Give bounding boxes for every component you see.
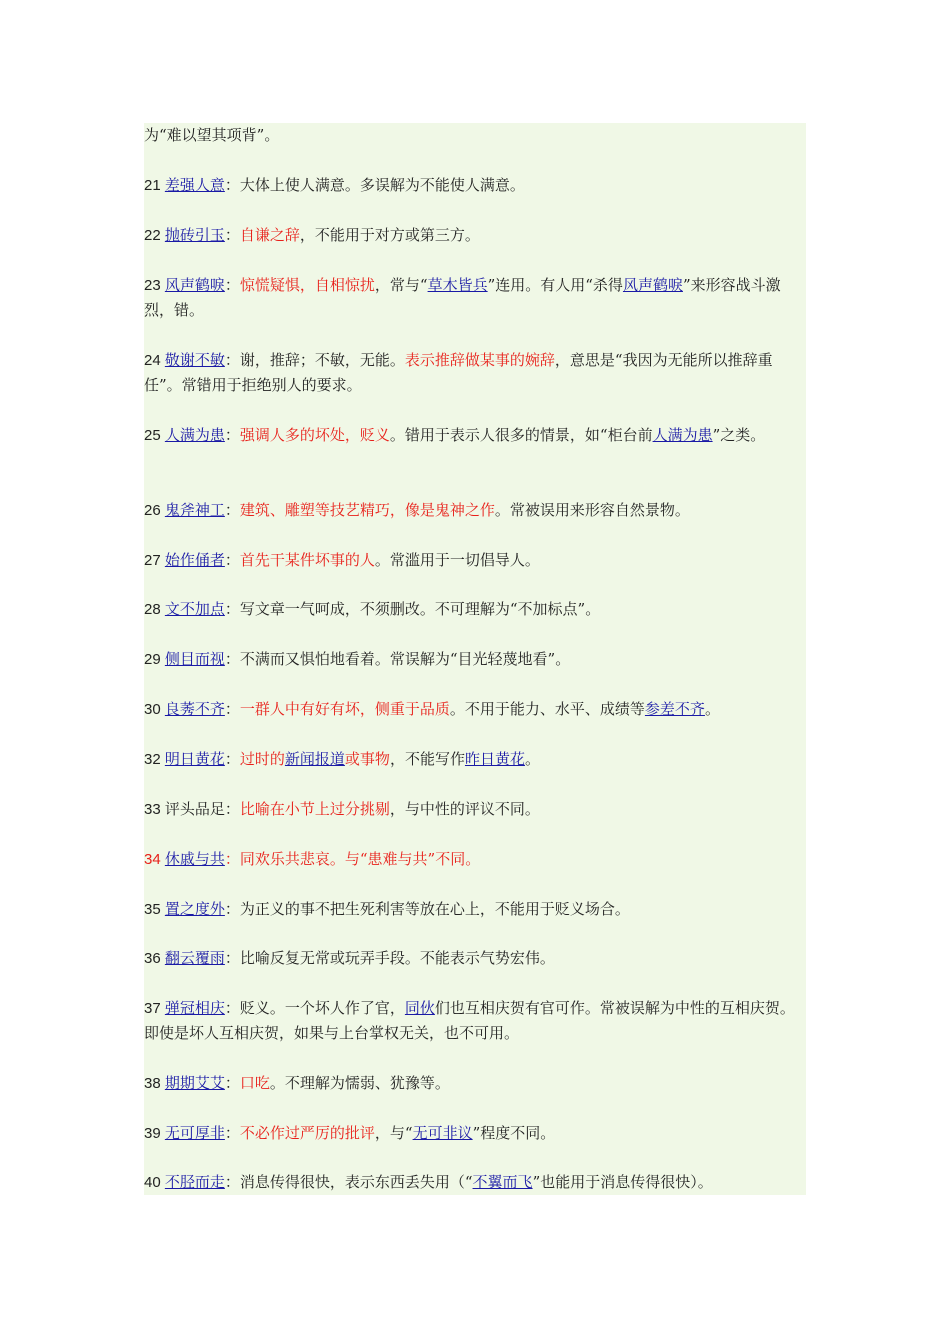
- idiom-link[interactable]: 敬谢不敏: [164, 351, 225, 369]
- entry-number: 21: [144, 177, 165, 194]
- idiom-link[interactable]: 昨日黄花: [464, 750, 525, 768]
- entry-25: [144, 423, 806, 448]
- entry-text: 们也互相庆贺有官可作。常被误解为中性的互相庆贺。即使是坏人互相庆贺，如果与上台掌权无关，也不可用。: [144, 999, 795, 1042]
- idiom-link[interactable]: 新闻报道: [284, 750, 345, 768]
- entry-number: 33: [144, 801, 165, 818]
- entry-24: [144, 348, 806, 398]
- emphasis-text: 一群人中有好有坏，侧重于品质: [239, 700, 450, 718]
- entry-text: ”连用。有人用“杀得: [487, 276, 623, 294]
- entry-text: ：: [224, 551, 240, 569]
- idiom-link[interactable]: 差强人意: [164, 176, 225, 194]
- idiom-link[interactable]: 弹冠相庆: [164, 999, 225, 1017]
- emphasis-text: 比喻在小节上过分挑剔: [239, 800, 390, 818]
- entry-40: [144, 1170, 806, 1195]
- entry-27: [144, 548, 806, 573]
- entry-text: ，不能写作: [389, 750, 465, 768]
- entry-text: 。: [704, 700, 720, 718]
- idiom-link[interactable]: 抛砖引玉: [164, 226, 225, 244]
- emphasis-text: 强调人多的坏处，贬义: [239, 426, 390, 444]
- entry-number: 32: [144, 751, 165, 768]
- entry-number: 25: [144, 427, 165, 444]
- document-body: [144, 123, 806, 1195]
- entry-number: 30: [144, 701, 165, 718]
- entry-text: ：消息传得很快，表示东西丢失用（“: [224, 1173, 473, 1191]
- emphasis-text: 或事物: [344, 750, 390, 768]
- entry-34: [144, 847, 806, 872]
- entry-text: ”也能用于消息传得很快）。: [532, 1173, 713, 1191]
- entry-20-continued: [144, 123, 806, 148]
- entry-number: 23: [144, 277, 165, 294]
- emphasis-text: 首先干某件坏事的人: [239, 551, 375, 569]
- entry-text: ，不能用于对方或第三方。: [299, 226, 480, 244]
- idiom-link[interactable]: 休戚与共: [164, 850, 225, 868]
- entry-text: ：: [224, 750, 240, 768]
- entry-text: ：: [224, 1124, 240, 1142]
- idiom-link[interactable]: 无可非议: [412, 1124, 473, 1142]
- entry-text: ：大体上使人满意。多误解为不能使人满意。: [224, 176, 525, 194]
- idiom-link[interactable]: 参差不齐: [644, 700, 705, 718]
- idiom-link[interactable]: 同伙: [404, 999, 435, 1017]
- entry-number: 26: [144, 502, 165, 519]
- idiom-link[interactable]: 良莠不齐: [164, 700, 225, 718]
- entry-text: 。常被误用来形容自然景物。: [494, 501, 690, 519]
- idiom-link[interactable]: 无可厚非: [164, 1124, 225, 1142]
- entry-38: [144, 1071, 806, 1096]
- entry-text: ，常与“: [374, 276, 428, 294]
- entry-number: 40: [144, 1174, 165, 1191]
- idiom-link[interactable]: 翻云覆雨: [164, 949, 225, 967]
- entry-text: ：: [224, 276, 240, 294]
- entry-text: ：: [224, 700, 240, 718]
- entry-text: ：: [224, 226, 240, 244]
- entry-text: ：谢，推辞；不敏，无能。: [224, 351, 405, 369]
- entry-text: 。不用于能力、水平、成绩等: [449, 700, 645, 718]
- idiom-link[interactable]: 不翼而飞: [472, 1173, 533, 1191]
- idiom-link[interactable]: 草木皆兵: [427, 276, 488, 294]
- entry-number: 27: [144, 552, 165, 569]
- entry-text: ：贬义。一个坏人作了官，: [224, 999, 405, 1017]
- entry-text: ：比喻反复无常或玩弄手段。不能表示气势宏伟。: [224, 949, 555, 967]
- emphasis-text: 表示推辞做某事的婉辞: [404, 351, 555, 369]
- entry-26: [144, 498, 806, 523]
- entry-37: [144, 996, 806, 1046]
- entry-text: 评头品足：: [164, 800, 240, 818]
- entry-29: [144, 647, 806, 672]
- emphasis-text: 过时的: [239, 750, 285, 768]
- entry-text: ，与“: [374, 1124, 413, 1142]
- entry-text: ：: [224, 1074, 240, 1092]
- entry-text: ：: [224, 501, 240, 519]
- entry-number: 22: [144, 227, 165, 244]
- entry-33: [144, 797, 806, 822]
- entry-number: 35: [144, 901, 165, 918]
- entry-number: 34: [144, 851, 165, 868]
- emphasis-text: 建筑、雕塑等技艺精巧，像是鬼神之作: [239, 501, 495, 519]
- idiom-link[interactable]: 置之度外: [164, 900, 225, 918]
- entry-text: ”程度不同。: [472, 1124, 556, 1142]
- entry-number: 24: [144, 352, 165, 369]
- entry-text: ：为正义的事不把生死利害等放在心上，不能用于贬义场合。: [224, 900, 630, 918]
- entry-35: [144, 897, 806, 922]
- entry-text: ：不满而又惧怕地看着。常误解为“目光轻蔑地看”。: [224, 650, 571, 668]
- entry-number: 29: [144, 651, 165, 668]
- entry-text: ：: [224, 426, 240, 444]
- emphasis-text: 惊慌疑惧，自相惊扰: [239, 276, 375, 294]
- idiom-link[interactable]: 始作俑者: [164, 551, 225, 569]
- entry-text: 。错用于表示人很多的情景，如“柜台前: [389, 426, 653, 444]
- entry-text: ”来形容战斗激烈，错。: [144, 276, 781, 319]
- idiom-link[interactable]: 侧目而视: [164, 650, 225, 668]
- entry-text: ”之类。: [712, 426, 766, 444]
- emphasis-text: 不必作过严厉的批评: [239, 1124, 375, 1142]
- entry-32: [144, 747, 806, 772]
- idiom-link[interactable]: 人满为患: [164, 426, 225, 444]
- entry-number: 36: [144, 950, 165, 967]
- entry-36: [144, 946, 806, 971]
- entry-21: [144, 173, 806, 198]
- entry-22: [144, 223, 806, 248]
- idiom-link[interactable]: 风声鹤唳: [622, 276, 683, 294]
- entry-text: 。常滥用于一切倡导人。: [374, 551, 540, 569]
- idiom-link[interactable]: 文不加点: [164, 600, 225, 618]
- entry-number: 38: [144, 1075, 165, 1092]
- entry-30: [144, 697, 806, 722]
- emphasis-text: ：同欢乐共悲哀。与“患难与共”不同。: [224, 850, 481, 868]
- entry-number: 39: [144, 1125, 165, 1142]
- idiom-link[interactable]: 不胫而走: [164, 1173, 225, 1191]
- entry-text: ，与中性的评议不同。: [389, 800, 540, 818]
- entry-number: 28: [144, 601, 165, 618]
- entry-39: [144, 1121, 806, 1146]
- emphasis-text: 自谦之辞: [239, 226, 300, 244]
- idiom-link[interactable]: 风声鹤唳: [164, 276, 225, 294]
- entry-text: 。不理解为懦弱、犹豫等。: [269, 1074, 450, 1092]
- idiom-link[interactable]: 人满为患: [652, 426, 713, 444]
- emphasis-text: 口吃: [239, 1074, 270, 1092]
- entry-text: 为“难以望其项背”。: [144, 126, 280, 144]
- entry-text: ，意思是“我因为无能所以推辞重任”。常错用于拒绝别人的要求。: [144, 351, 773, 394]
- entry-23: [144, 273, 806, 323]
- entry-text: ：写文章一气呵成，不须删改。不可理解为“不加标点”。: [224, 600, 601, 618]
- entry-text: 。: [524, 750, 540, 768]
- idiom-link[interactable]: 明日黄花: [164, 750, 225, 768]
- entry-28: [144, 597, 806, 622]
- idiom-link[interactable]: 鬼斧神工: [164, 501, 225, 519]
- entry-number: 37: [144, 1000, 165, 1017]
- idiom-link[interactable]: 期期艾艾: [164, 1074, 225, 1092]
